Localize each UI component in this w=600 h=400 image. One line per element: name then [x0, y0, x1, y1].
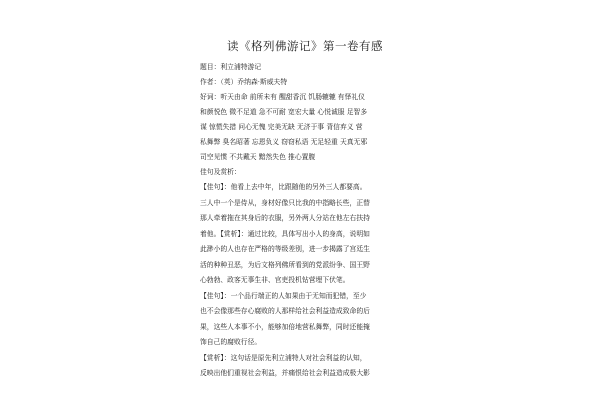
good-words-block	[200, 90, 410, 165]
analysis-block	[200, 180, 410, 382]
text-line: 活的种种丑恶，为后文格列佛所看到的党派纷争、国王野	[200, 260, 370, 269]
text-line: 三人中一个是侍从，身材好像只比我的中指略长些，正替	[200, 198, 370, 207]
text-line: 也不会像那些存心腐败的人那样给社会利益造成致命的后	[200, 307, 370, 315]
good-words-line: 好词：听天由命 前所未有 醒甜香沉 饥肠辘辘 有怿礼仪	[200, 93, 365, 101]
good-words-line: 谋 惊慌失措 问心无愧 完美无缺 无济于事 背信弃义 营	[200, 123, 363, 131]
text-line: 【佳句】：一个品行端正的人如果由于无知而犯错，至少	[200, 291, 367, 300]
good-words-line: 和颜悦色 微不足道 急不可耐 宽宏大量 心悦诚服 足智多	[200, 108, 368, 116]
subject-line: 题目：利立浦特游记	[200, 63, 262, 71]
text-line: 心勃勃、政客无事生非、官吏投机钻营埋下伏笔。	[200, 276, 350, 284]
text-line: 果，这些人本事不小，能够加倍地营私舞弊，同时还能掩	[200, 322, 370, 331]
good-words-line: 私舞弊 臭名昭著 忘恩负义 窃窃私语 无足轻重 天真无邪	[200, 138, 368, 146]
document-title: 读《格列佛游记》第一卷有感	[227, 39, 383, 53]
text-line: 着他。【赏析】：通过比较，具体写出小人的身高，说明如	[200, 229, 370, 238]
good-words-line: 司空见惯 不共戴天 黯然失色 推心置腹	[200, 153, 316, 161]
text-line: 那人牵着拖在其身后的衣服，另外两人分站在他左右扶持	[200, 214, 370, 222]
document-page	[200, 38, 410, 382]
section-heading: 佳句及赏析：	[200, 168, 241, 176]
text-line: 此渺小的人也存在严格的等级差别，进一步揭露了宫廷生	[200, 245, 370, 253]
text-line: 【佳句】：他看上去中年，比跟随他的另外三人都要高。	[200, 183, 367, 191]
text-line: 【赏析】：这句话是原先利立浦特人对社会利益的认知，	[200, 353, 367, 362]
text-line: 饰自己的腐败行径。	[200, 338, 262, 346]
author-line: 作者：（英）乔纳森·斯威夫特	[200, 78, 288, 86]
text-line: 反映出他们重视社会利益，并痛恨给社会利益造成极大影	[200, 369, 370, 377]
